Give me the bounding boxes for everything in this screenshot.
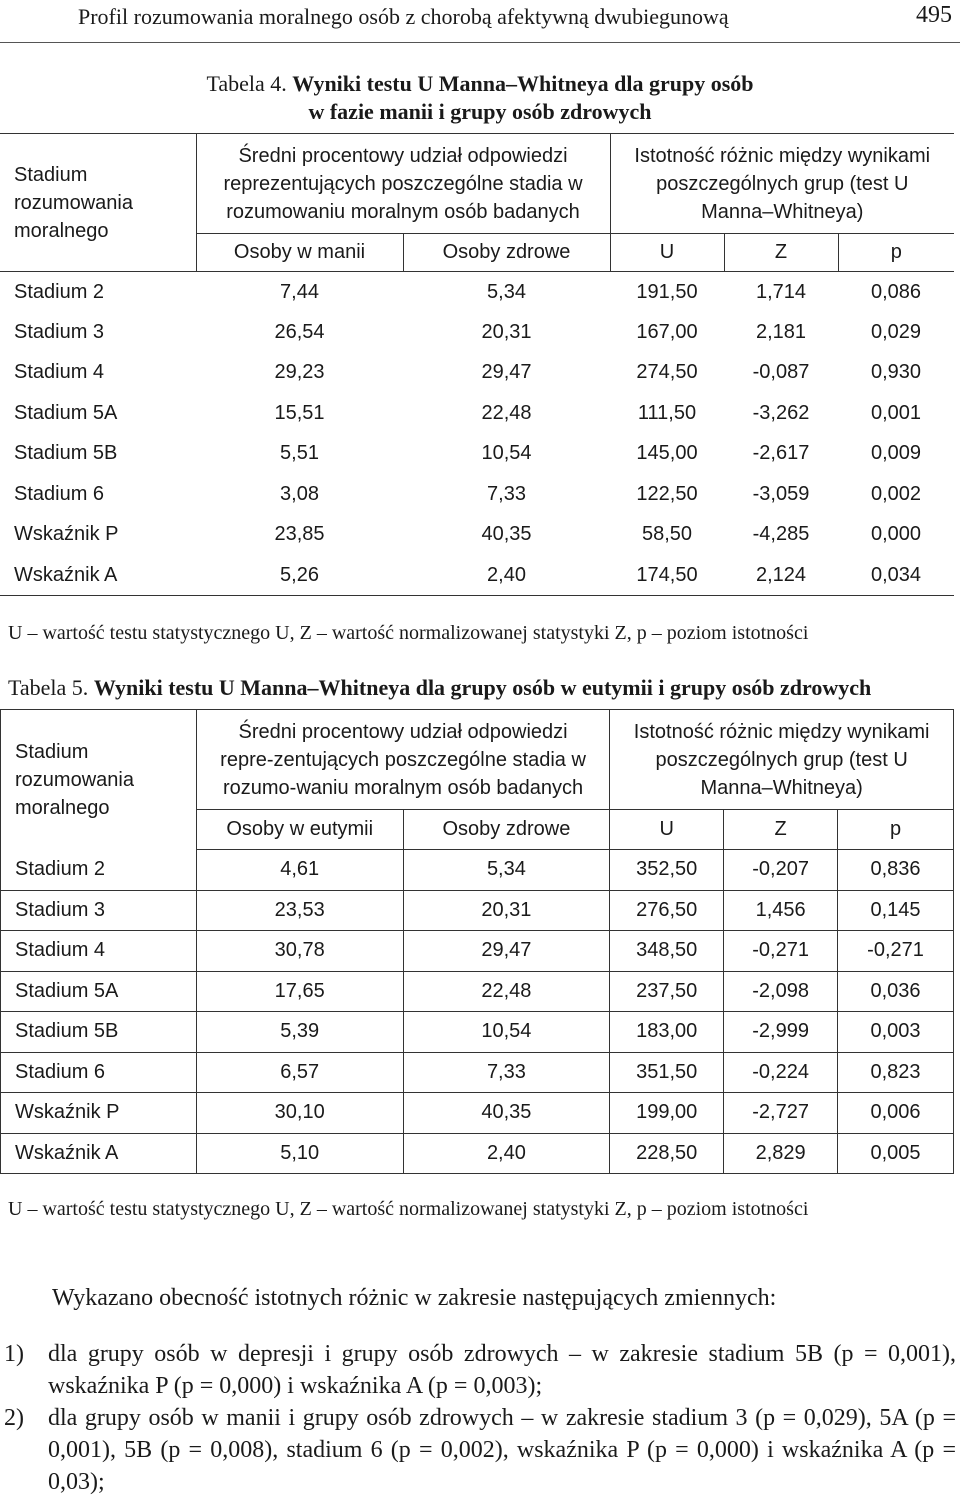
table-row xyxy=(1,1012,954,1053)
row-label: Stadium 3 xyxy=(14,320,105,343)
table4-subheader-healthy: Osoby zdrowe xyxy=(403,234,610,272)
table-cell: -2,727 xyxy=(724,1093,838,1134)
table-row xyxy=(0,555,954,596)
row-label: Stadium 6 xyxy=(1,1052,197,1093)
table5-caption xyxy=(8,674,871,702)
page-header xyxy=(0,0,960,43)
table-cell: 352,50 xyxy=(610,850,724,891)
table-row xyxy=(0,474,954,515)
table-cell: 1,456 xyxy=(724,890,838,931)
table-cell: 2,829 xyxy=(724,1133,838,1174)
table-cell: 7,33 xyxy=(487,482,526,505)
table-cell: 30,78 xyxy=(196,931,403,972)
table-cell: 7,44 xyxy=(280,280,319,303)
table5-header-stage: Stadium rozumowania moralnego xyxy=(1,710,197,850)
table-cell: 15,51 xyxy=(274,401,325,424)
table-cell: 0,930 xyxy=(870,361,922,384)
table-cell: 122,50 xyxy=(636,482,698,505)
table-row xyxy=(1,850,954,891)
table-cell: 58,50 xyxy=(641,523,693,546)
table5-caption-prefix: Tabela 5. xyxy=(8,675,89,700)
table-cell: -0,087 xyxy=(752,361,810,384)
table5-subheader-healthy: Osoby zdrowe xyxy=(403,810,610,850)
table4-header-significance: Istotność różnic między wynikami poszczególnych grup (test U Manna–Whitneya) xyxy=(610,134,954,234)
findings-intro: Wykazano obecność istotnych różnic w zakresie następujących zmiennych: xyxy=(52,1285,777,1311)
table-cell: 2,124 xyxy=(724,555,838,596)
table5-subheader-u: U xyxy=(610,810,724,850)
row-label: Wskaźnik P xyxy=(1,1093,197,1134)
table-cell: 7,33 xyxy=(403,1052,610,1093)
table-cell: 0,009 xyxy=(870,442,922,465)
table-cell: -2,999 xyxy=(724,1012,838,1053)
table-cell: 6,57 xyxy=(196,1052,403,1093)
table-row xyxy=(1,971,954,1012)
table4-header-mean: Średni procentowy udział odpowiedzi reprezentujących poszczególne stadia w rozumowaniu moralnym osób badanych xyxy=(196,134,610,234)
table-cell: -0,207 xyxy=(724,850,838,891)
table-cell: -0,224 xyxy=(724,1052,838,1093)
row-label: Stadium 4 xyxy=(14,361,105,384)
table-cell: 0,036 xyxy=(838,971,954,1012)
table5-body xyxy=(1,850,954,1174)
table-cell: 22,48 xyxy=(481,401,532,424)
findings-list xyxy=(0,1338,956,1498)
table-cell: 0,006 xyxy=(838,1093,954,1134)
table-cell: 20,31 xyxy=(481,320,532,343)
table4-caption-line1: Wyniki testu U Manna–Whitneya dla grupy osób xyxy=(292,71,754,96)
row-label: Wskaźnik A xyxy=(0,555,196,596)
table-row xyxy=(0,272,954,313)
table4-header-stage: Stadium rozumowania moralnego xyxy=(0,134,196,272)
table-row xyxy=(1,931,954,972)
table-cell: -3,059 xyxy=(752,482,810,505)
table-cell: 23,85 xyxy=(274,523,325,546)
table-cell: 10,54 xyxy=(481,442,532,465)
table4-body xyxy=(0,272,954,596)
table-cell: 0,002 xyxy=(870,482,922,505)
table-cell: -2,617 xyxy=(752,442,810,465)
table-cell: 228,50 xyxy=(610,1133,724,1174)
table-cell: 5,51 xyxy=(280,442,319,465)
table4-caption-prefix: Tabela 4. xyxy=(206,71,287,96)
table-row xyxy=(1,1052,954,1093)
row-label: Stadium 3 xyxy=(1,890,197,931)
table4-caption-line2: w fazie manii i grupy osób zdrowych xyxy=(308,99,652,124)
list-item xyxy=(0,1402,956,1498)
table-row xyxy=(0,434,954,475)
table-cell: 145,00 xyxy=(636,442,698,465)
running-title: Profil rozumowania moralnego osób z chorobą afektywną dwubiegunową xyxy=(78,4,729,29)
table5-subheader-z: Z xyxy=(724,810,838,850)
table-cell: 167,00 xyxy=(636,320,698,343)
table-cell: 274,50 xyxy=(636,361,698,384)
table4-subheader-u: U xyxy=(610,234,724,272)
table-cell: 29,47 xyxy=(481,361,532,384)
row-label: Stadium 6 xyxy=(14,482,105,505)
table-cell: 0,145 xyxy=(838,890,954,931)
table-cell: -2,098 xyxy=(724,971,838,1012)
table-cell: 0,001 xyxy=(870,401,922,424)
table-cell: 5,26 xyxy=(196,555,403,596)
table4-note: U – wartość testu statystycznego U, Z – wartość normalizowanej statystyki Z, p – poziom istotności xyxy=(8,622,809,644)
page-number: 495 xyxy=(916,2,952,28)
table-cell: 111,50 xyxy=(637,401,697,424)
table-cell: 5,34 xyxy=(403,850,610,891)
table-cell: 10,54 xyxy=(403,1012,610,1053)
table-cell: 0,823 xyxy=(838,1052,954,1093)
table4 xyxy=(0,133,954,596)
table4-caption xyxy=(0,70,960,126)
table-cell: 17,65 xyxy=(196,971,403,1012)
table-cell: 2,40 xyxy=(403,1133,610,1174)
table-cell: 29,23 xyxy=(274,361,325,384)
table-row xyxy=(0,312,954,353)
row-label: Wskaźnik A xyxy=(1,1133,197,1174)
row-label: Stadium 5A xyxy=(1,971,197,1012)
table5-subheader-p: p xyxy=(838,810,954,850)
table-cell: -0,271 xyxy=(724,931,838,972)
table-cell: 191,50 xyxy=(636,280,698,303)
table-cell: 0,836 xyxy=(838,850,954,891)
list-item xyxy=(0,1338,956,1402)
table5-note: U – wartość testu statystycznego U, Z – wartość normalizowanej statystyki Z, p – poziom istotności xyxy=(8,1198,809,1220)
row-label: Wskaźnik P xyxy=(14,523,119,546)
row-label: Stadium 4 xyxy=(1,931,197,972)
table-cell: -0,271 xyxy=(838,931,954,972)
table-row xyxy=(1,890,954,931)
table-cell: -4,285 xyxy=(752,523,810,546)
row-label: Stadium 5A xyxy=(14,401,118,424)
table-cell: 26,54 xyxy=(274,320,325,343)
list-item-text: dla grupy osób w manii i grupy osób zdrowych – w zakresie stadium 3 (p = 0,029), 5A (p = 0,001), 5B (p = 0,008), stadium 6 (p = 0,002), wskaźnika P (p = 0,000) i wskaźnika A (p = 0,03); xyxy=(48,1405,956,1495)
row-label: Stadium 2 xyxy=(1,850,197,891)
table5-header-significance: Istotność różnic między wynikami poszczególnych grup (test U Manna–Whitneya) xyxy=(610,710,954,810)
table-cell: 5,10 xyxy=(196,1133,403,1174)
table-cell: 199,00 xyxy=(610,1093,724,1134)
list-item-number: 1) xyxy=(4,1341,24,1367)
table5-header-mean: Średni procentowy udział odpowiedzi repre-zentujących poszczególne stadia w rozumo-waniu moralnym osób badanych xyxy=(196,710,609,810)
table-cell: 2,40 xyxy=(403,555,610,596)
table-cell: 40,35 xyxy=(481,523,532,546)
table-cell: 183,00 xyxy=(610,1012,724,1053)
table-cell: 5,39 xyxy=(196,1012,403,1053)
table-cell: 40,35 xyxy=(403,1093,610,1134)
table-cell: 4,61 xyxy=(196,850,403,891)
list-item-text: dla grupy osób w depresji i grupy osób zdrowych – w zakresie stadium 5B (p = 0,001), wskaźnika P (p = 0,000) i wskaźnika A (p = 0,003); xyxy=(48,1341,956,1399)
table-row xyxy=(1,1093,954,1134)
table-cell: 0,029 xyxy=(870,320,922,343)
table-cell: 2,181 xyxy=(755,320,807,343)
table-cell: 30,10 xyxy=(196,1093,403,1134)
table-cell: 0,086 xyxy=(870,280,922,303)
table-cell: 348,50 xyxy=(610,931,724,972)
table-cell: 3,08 xyxy=(280,482,319,505)
table-cell: 0,000 xyxy=(870,523,922,546)
table-cell: 0,003 xyxy=(838,1012,954,1053)
list-item-number: 2) xyxy=(4,1405,24,1431)
row-label: Stadium 5B xyxy=(14,442,118,465)
table-cell: 23,53 xyxy=(196,890,403,931)
table-cell: -3,262 xyxy=(752,401,810,424)
row-label: Stadium 2 xyxy=(14,280,105,303)
table5-subheader-group: Osoby w eutymii xyxy=(196,810,403,850)
table-row xyxy=(0,393,954,434)
table-cell: 237,50 xyxy=(610,971,724,1012)
table-cell: 22,48 xyxy=(403,971,610,1012)
table-cell: 1,714 xyxy=(755,280,807,303)
table4-subheader-p: p xyxy=(838,234,954,272)
table-cell: 351,50 xyxy=(610,1052,724,1093)
table-cell: 174,50 xyxy=(610,555,724,596)
row-label: Stadium 5B xyxy=(1,1012,197,1053)
table-row xyxy=(0,515,954,556)
table-row xyxy=(1,1133,954,1174)
table-cell: 5,34 xyxy=(487,280,526,303)
table5-caption-title: Wyniki testu U Manna–Whitneya dla grupy osób w eutymii i grupy osób zdrowych xyxy=(93,675,872,700)
table-cell: 276,50 xyxy=(610,890,724,931)
table-cell: 29,47 xyxy=(403,931,610,972)
table4-subheader-z: Z xyxy=(724,234,838,272)
table-cell: 20,31 xyxy=(403,890,610,931)
table5 xyxy=(0,709,954,1174)
table-cell: 0,034 xyxy=(838,555,954,596)
table-row xyxy=(0,353,954,394)
table-cell: 0,005 xyxy=(838,1133,954,1174)
table4-subheader-group: Osoby w manii xyxy=(196,234,403,272)
